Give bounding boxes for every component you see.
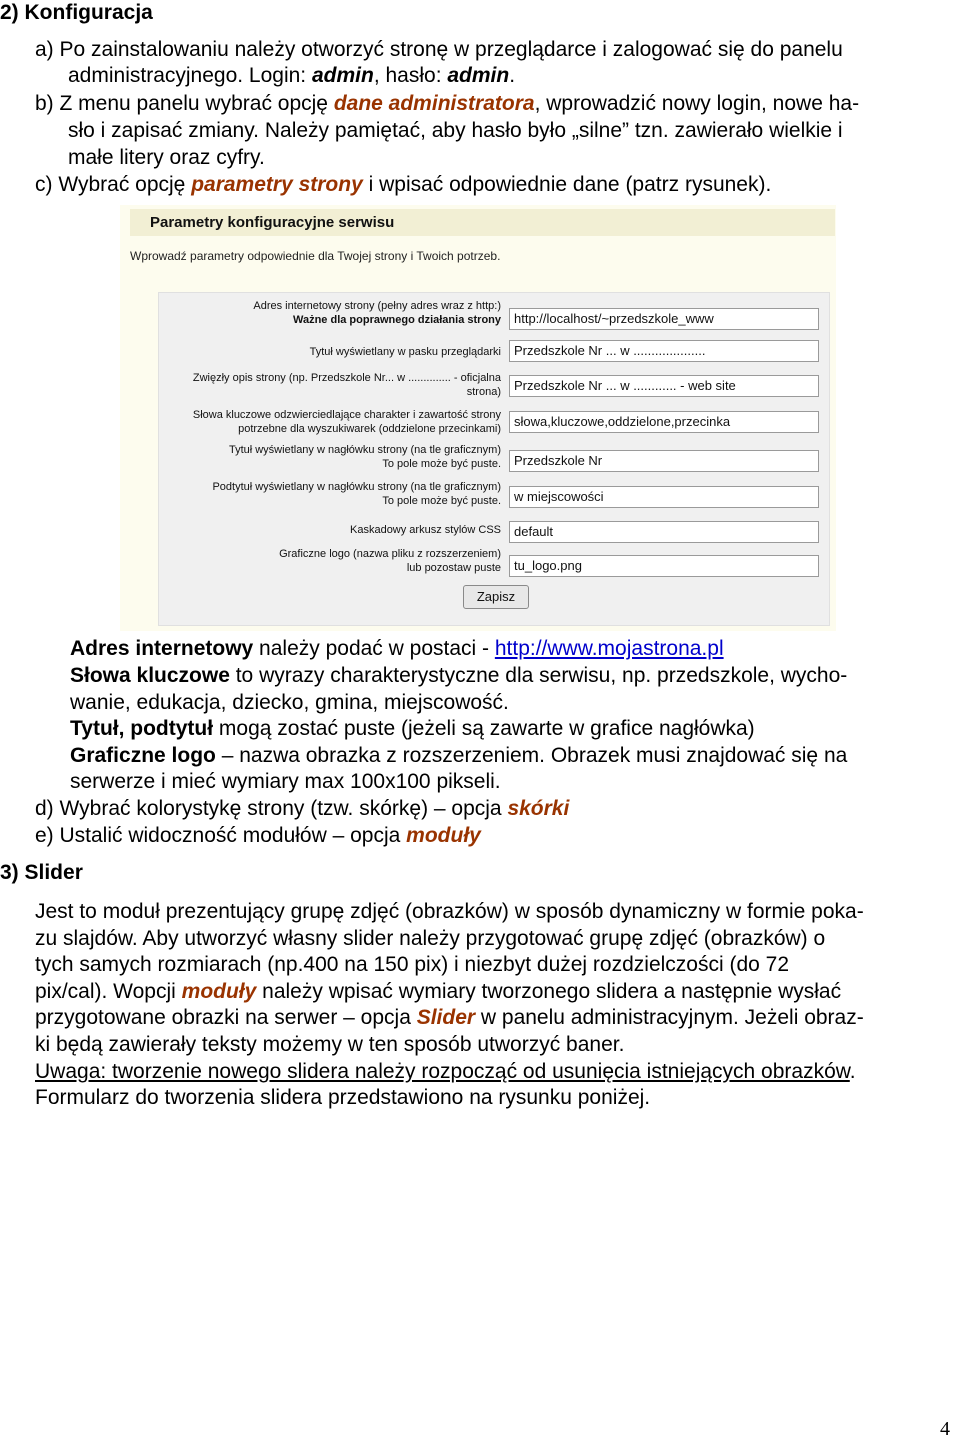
page-number: 4 [940,1418,950,1440]
field-input-css: default [509,521,819,543]
step-a-line2: administracyjnego. Login: admin, hasło: admin. [68,64,516,87]
config-form-screenshot [120,205,836,631]
example-url-link[interactable]: http://www.mojastrona.pl [494,637,724,660]
field-label-header-subtitle: Podtytuł wyświetlany w nagłówku strony (na tle graficznym) To pole może być puste. [212,481,501,507]
slider-paragraph-line1: Jest to moduł prezentujący grupę zdjęć (obrazków) w sposób dynamiczny w formie poka- [35,900,864,923]
slider-paragraph-line6: ki będą zawierały teksty możemy w ten sposób utworzyć baner. [35,1033,625,1056]
step-b-line2: sło i zapisać zmiany. Należy pamiętać, aby hasło było „silne” tzn. zawierało wielkie i [68,119,843,142]
slider-paragraph-line2: zu slajdów. Aby utworzyć własny slider należy przygotować grupę zdjęć (obrazków) o [35,927,826,950]
note-url: Adres internetowy należy podać w postaci - http://www.mojastrona.pl [70,637,724,660]
password-value: admin [447,64,510,87]
field-label-keywords: Słowa kluczowe odzwierciedlające charakter i zawartość strony potrzebne dla wyszukiwarek (oddzielone przecinkami) [192,409,501,435]
slider-paragraph-line3: tych samych rozmiarach (np.400 na 150 pix) i niezbyt dużej rozdzielczości (do 72 [35,953,790,976]
step-a-line1: a) Po zainstalowaniu należy otworzyć stronę w przeglądarce i zalogować się do panelu [35,38,843,61]
field-input-browser-title: Przedszkole Nr ... w .................... [509,340,819,362]
form-subtitle: Wprowadź parametry odpowiednie dla Twojej strony i Twoich potrzeb. [130,249,501,263]
note-keywords-line2: wanie, edukacja, dziecko, gmina, miejscowość. [70,691,509,714]
note-keywords-line1: Słowa kluczowe to wyrazy charakterystyczne dla serwisu, np. przedszkole, wycho- [70,664,848,687]
field-label-header-title: Tytuł wyświetlany w nagłówku strony (na tle graficznym) To pole może być puste. [228,444,501,470]
keyword-dane-administratora: dane administratora [333,92,535,115]
section-heading-slider: 3) Slider [0,861,83,884]
field-input-header-title: Przedszkole Nr [509,450,819,472]
step-b-line3: małe litery oraz cyfry. [68,146,265,169]
keyword-moduly-2: moduły [181,980,257,1003]
field-input-keywords: słowa,kluczowe,oddzielone,przecinka [509,411,819,433]
step-d-line: d) Wybrać kolorystykę strony (tzw. skórkę) – opcja skórki [35,797,570,820]
section-heading-konfiguracja: 2) Konfiguracja [0,1,153,24]
submit-button: Zapisz [463,585,529,609]
field-input-url: http://localhost/~przedszkole_www [509,308,819,330]
slider-warning: Uwaga: tworzenie nowego slidera należy rozpocząć od usunięcia istniejących obrazków. [35,1060,856,1083]
field-label-logo: Graficzne logo (nazwa pliku z rozszerzeniem) lub pozostaw puste [279,548,501,574]
step-e-line: e) Ustalić widoczność modułów – opcja moduły [35,824,481,847]
keyword-skorki: skórki [507,797,570,820]
field-label-browser-title: Tytuł wyświetlany w pasku przeglądarki [309,346,501,358]
note-logo-line1: Graficzne logo – nazwa obrazka z rozszerzeniem. Obrazek musi znajdować się na [70,744,848,767]
step-c-line: c) Wybrać opcję parametry strony i wpisać odpowiednie dane (patrz rysunek). [35,173,772,196]
keyword-parametry-strony: parametry strony [191,173,363,196]
field-input-description: Przedszkole Nr ... w ............ - web site [509,375,819,397]
slider-paragraph-line4: pix/cal). Wopcji moduły należy wpisać wymiary tworzonego slidera a następnie wysłać [35,980,842,1003]
keyword-slider: Slider [416,1006,476,1029]
login-value: admin [311,64,374,87]
slider-paragraph-line5: przygotowane obrazki na serwer – opcja Slider w panelu administracyjnym. Jeżeli obraz- [35,1006,864,1029]
keyword-moduly: moduły [406,824,481,847]
field-label-description: Zwięzły opis strony (np. Przedszkole Nr... w .............. - oficjalna strona) [192,372,501,398]
field-label-url: Adres internetowy strony (pełny adres wraz z http:) Ważne dla poprawnego działania strony [253,300,501,326]
slider-paragraph-line8: Formularz do tworzenia slidera przedstawiono na rysunku poniżej. [35,1086,651,1109]
field-label-css: Kaskadowy arkusz stylów CSS [350,524,501,536]
form-title: Parametry konfiguracyjne serwisu [130,209,835,236]
form-panel [158,292,830,626]
note-titles: Tytuł, podtytuł mogą zostać puste (jeżeli są zawarte w grafice nagłówka) [70,717,755,740]
note-logo-line2: serwerze i mieć wymiary max 100x100 pikseli. [70,770,501,793]
field-input-logo: tu_logo.png [509,555,819,577]
step-b-line1: b) Z menu panelu wybrać opcję dane administratora, wprowadzić nowy login, nowe ha- [35,92,860,115]
field-input-header-subtitle: w miejscowości [509,486,819,508]
